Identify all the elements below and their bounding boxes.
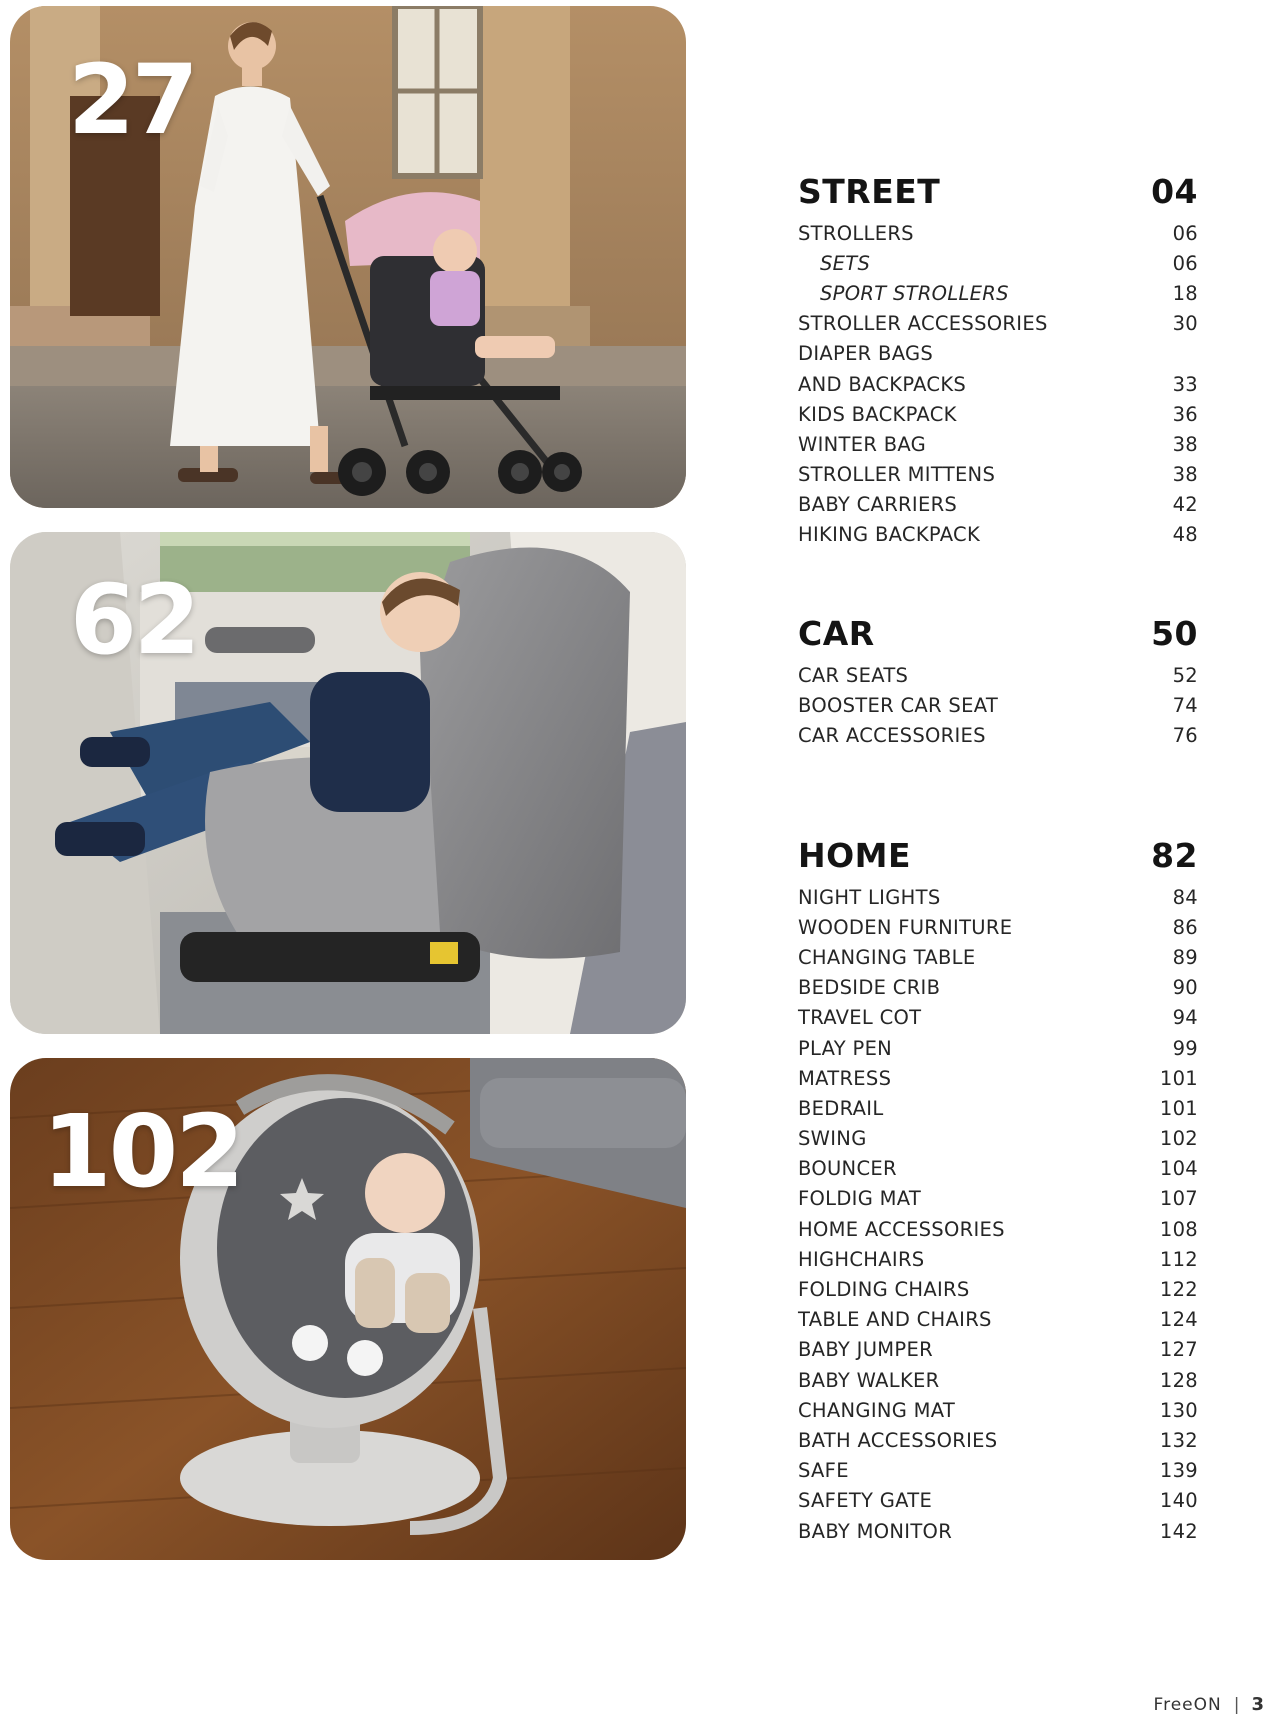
- toc-entry[interactable]: [798, 520, 1198, 550]
- toc-entry-label: BATH ACCESSORIES: [798, 1428, 998, 1452]
- section-title: STREET: [798, 172, 941, 211]
- toc-entry-page: 90: [1172, 976, 1198, 1000]
- toc-entry[interactable]: [798, 1456, 1198, 1486]
- toc-entry-page: 127: [1159, 1338, 1198, 1362]
- toc-entry[interactable]: [798, 660, 1198, 690]
- toc-entry[interactable]: [798, 1003, 1198, 1033]
- toc-entry-label: AND BACKPACKS: [798, 372, 967, 396]
- toc-entry[interactable]: [798, 1154, 1198, 1184]
- toc-entry-label: WINTER BAG: [798, 432, 927, 456]
- toc-entry-page: 48: [1172, 523, 1198, 547]
- toc-entry-label: TRAVEL COT: [798, 1006, 922, 1030]
- toc-entry[interactable]: [798, 218, 1198, 248]
- toc-entry-page: 99: [1172, 1036, 1198, 1060]
- toc-entry-label: BOUNCER: [798, 1157, 897, 1181]
- toc-entry[interactable]: [798, 690, 1198, 720]
- toc-entry[interactable]: [798, 1516, 1198, 1546]
- toc-entry-label: BEDRAIL: [798, 1096, 884, 1120]
- toc-entry[interactable]: [798, 942, 1198, 972]
- page-number-badge: 27: [68, 44, 196, 156]
- toc-entry-label: SAFETY GATE: [798, 1489, 933, 1513]
- toc-entry-label: HOME ACCESSORIES: [798, 1217, 1005, 1241]
- page-number-badge: 102: [42, 1093, 242, 1210]
- toc-entry-page: 104: [1159, 1157, 1198, 1181]
- toc-entry[interactable]: [798, 973, 1198, 1003]
- toc-entry[interactable]: [798, 720, 1198, 750]
- toc-entry-page: 06: [1172, 251, 1198, 275]
- toc-entry-label: KIDS BACKPACK: [798, 402, 957, 426]
- toc-entry-label: HIKING BACKPACK: [798, 523, 981, 547]
- toc-entry-page: 140: [1159, 1489, 1198, 1513]
- brand-name: FreeON: [1153, 1694, 1222, 1715]
- toc-entry-page: 38: [1172, 432, 1198, 456]
- toc-entry[interactable]: [798, 882, 1198, 912]
- toc-entry[interactable]: [798, 1274, 1198, 1304]
- toc-entry[interactable]: [798, 1093, 1198, 1123]
- toc-entry-page: 128: [1159, 1368, 1198, 1392]
- page-footer: [1154, 1694, 1264, 1715]
- toc-entry-label: NIGHT LIGHTS: [798, 885, 941, 909]
- toc-entry-page: 124: [1159, 1308, 1198, 1332]
- toc-entry-label: PLAY PEN: [798, 1036, 893, 1060]
- toc-entry[interactable]: [798, 278, 1198, 308]
- toc-entry-label: BEDSIDE CRIB: [798, 976, 941, 1000]
- toc-entry[interactable]: [798, 1365, 1198, 1395]
- toc-entry-page: 94: [1172, 1006, 1198, 1030]
- toc-entry-label: SAFE: [798, 1459, 849, 1483]
- section-title: CAR: [798, 614, 875, 653]
- toc-entry-page: 108: [1159, 1217, 1198, 1241]
- toc-entry-page: 89: [1172, 945, 1198, 969]
- toc-entry-page: 42: [1172, 493, 1198, 517]
- toc-entry-page: 86: [1172, 915, 1198, 939]
- folio-page-number: 3: [1251, 1694, 1264, 1715]
- toc-entry-page: 130: [1159, 1398, 1198, 1422]
- toc-entry-page: 139: [1159, 1459, 1198, 1483]
- toc-entry-page: 132: [1159, 1428, 1198, 1452]
- toc-entry-label: STROLLER ACCESSORIES: [798, 312, 1048, 336]
- toc-entry[interactable]: [798, 248, 1198, 278]
- toc-entry[interactable]: [798, 309, 1198, 339]
- toc-entry[interactable]: [798, 1184, 1198, 1214]
- toc-entry-label: BABY JUMPER: [798, 1338, 933, 1362]
- section-page: 50: [1151, 614, 1198, 653]
- toc-entry-label: STROLLER MITTENS: [798, 463, 996, 487]
- section-heading[interactable]: [798, 614, 1198, 654]
- toc-entry-page: 33: [1172, 372, 1198, 396]
- toc-entry-label: FOLDING CHAIRS: [798, 1278, 970, 1302]
- toc-entry-page: 18: [1172, 281, 1198, 305]
- toc-section-car: [798, 614, 1198, 751]
- toc-entry[interactable]: [798, 1063, 1198, 1093]
- toc-entry-page: 52: [1172, 663, 1198, 687]
- toc-entry-label: HIGHCHAIRS: [798, 1247, 925, 1271]
- section-page: 04: [1151, 172, 1198, 211]
- toc-entry-page: 38: [1172, 463, 1198, 487]
- toc-entry-page: 122: [1159, 1278, 1198, 1302]
- toc-entry-label: CHANGING TABLE: [798, 945, 976, 969]
- toc-entry-page: 101: [1159, 1066, 1198, 1090]
- toc-entry[interactable]: [798, 339, 1198, 369]
- photo-street-stroller[interactable]: [10, 6, 686, 508]
- toc-section-street: [798, 172, 1198, 550]
- toc-section-home: [798, 836, 1198, 1546]
- toc-entry-label: MATRESS: [798, 1066, 892, 1090]
- toc-entry-page: 84: [1172, 885, 1198, 909]
- toc-entry-label: CAR ACCESSORIES: [798, 723, 986, 747]
- toc-entry[interactable]: [798, 429, 1198, 459]
- toc-entry-label: WOODEN FURNITURE: [798, 915, 1013, 939]
- toc-entry[interactable]: [798, 490, 1198, 520]
- section-title: HOME: [798, 836, 912, 875]
- toc-entry-label: SPORT STROLLERS: [820, 281, 1009, 305]
- toc-entry-page: 101: [1159, 1096, 1198, 1120]
- toc-entry-page: 107: [1159, 1187, 1198, 1211]
- toc-entry-page: 102: [1159, 1127, 1198, 1151]
- toc-entry-page: 36: [1172, 402, 1198, 426]
- photo-home-swing[interactable]: [10, 1058, 686, 1560]
- photo-car-seat[interactable]: [10, 532, 686, 1034]
- toc-entry-label: TABLE AND CHAIRS: [798, 1308, 992, 1332]
- toc-entry-label: SWING: [798, 1127, 867, 1151]
- toc-entry-label: BOOSTER CAR SEAT: [798, 693, 999, 717]
- toc-entry[interactable]: [798, 1033, 1198, 1063]
- toc-entry-label: FOLDIG MAT: [798, 1187, 922, 1211]
- toc-entry-label: CHANGING MAT: [798, 1398, 956, 1422]
- section-heading[interactable]: [798, 172, 1198, 212]
- toc-entry-label: BABY MONITOR: [798, 1519, 953, 1543]
- toc-entry[interactable]: [798, 1395, 1198, 1425]
- section-heading[interactable]: [798, 836, 1198, 876]
- toc-entry[interactable]: [798, 1425, 1198, 1455]
- footer-separator: |: [1233, 1694, 1240, 1715]
- toc-entry-label: BABY WALKER: [798, 1368, 940, 1392]
- toc-entry-label: SETS: [820, 251, 871, 275]
- toc-entry[interactable]: [798, 1124, 1198, 1154]
- toc-entry[interactable]: [798, 1305, 1198, 1335]
- toc-entry-page: 76: [1172, 723, 1198, 747]
- toc-entry[interactable]: [798, 1486, 1198, 1516]
- toc-entry[interactable]: [798, 912, 1198, 942]
- toc-entry[interactable]: [798, 1335, 1198, 1365]
- toc-entry-label: CAR SEATS: [798, 663, 909, 687]
- toc-entry-label: BABY CARRIERS: [798, 493, 958, 517]
- toc-entry-page: 74: [1172, 693, 1198, 717]
- toc-entry[interactable]: [798, 1214, 1198, 1244]
- toc-entry[interactable]: [798, 369, 1198, 399]
- toc-entry-page: 30: [1172, 312, 1198, 336]
- toc-entry[interactable]: [798, 399, 1198, 429]
- toc-entry-page: 112: [1159, 1247, 1198, 1271]
- toc-entry-page: 142: [1159, 1519, 1198, 1543]
- page-number-badge: 62: [70, 564, 198, 676]
- toc-entry-label: DIAPER BAGS: [798, 342, 934, 366]
- toc-entry-label: STROLLERS: [798, 221, 914, 245]
- section-page: 82: [1151, 836, 1198, 875]
- toc-entry[interactable]: [798, 1244, 1198, 1274]
- toc-entry[interactable]: [798, 460, 1198, 490]
- toc-entry-page: 06: [1172, 221, 1198, 245]
